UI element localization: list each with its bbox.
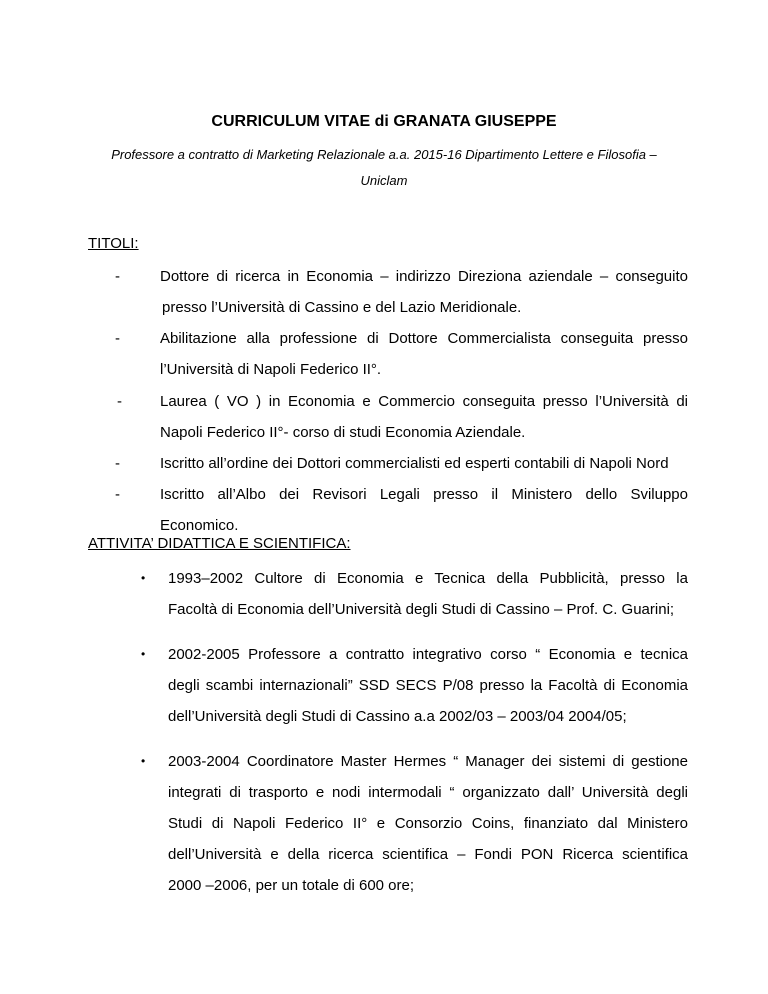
bullet-marker: • bbox=[141, 754, 146, 768]
list-item bbox=[128, 746, 688, 901]
list-item-line: Dottore di ricerca in Economia – indirizzo Direziona aziendale – conseguito bbox=[160, 268, 688, 285]
list-item bbox=[88, 448, 688, 479]
dash-marker: - bbox=[117, 393, 122, 410]
list-item bbox=[128, 639, 688, 732]
list-item-line: Napoli Federico II°- corso di studi Economia Aziendale. bbox=[160, 424, 526, 441]
dash-marker: - bbox=[115, 330, 120, 347]
dash-marker: - bbox=[115, 455, 120, 472]
document-title: CURRICULUM VITAE di GRANATA GIUSEPPE bbox=[211, 113, 557, 130]
list-item-line: presso l’Università di Cassino e del Lazio Meridionale. bbox=[162, 299, 522, 316]
list-item-line: Laurea ( VO ) in Economia e Commercio conseguita presso l’Università di bbox=[160, 393, 688, 410]
list-item bbox=[88, 386, 688, 448]
list-item-line: 1993–2002 Cultore di Economia e Tecnica della Pubblicità, presso la bbox=[168, 570, 688, 587]
list-item-line: dell’Università e della ricerca scientifica – Fondi PON Ricerca scientifica bbox=[168, 846, 688, 863]
list-item-line: 2000 –2006, per un totale di 600 ore; bbox=[168, 877, 415, 894]
list-item-line: degli scambi internazionali” SSD SECS P/08 presso la Facoltà di Economia bbox=[168, 677, 688, 694]
dash-marker: - bbox=[115, 486, 120, 503]
list-item bbox=[88, 479, 688, 541]
list-item-line: 2002-2005 Professore a contratto integrativo corso “ Economia e tecnica bbox=[168, 646, 688, 663]
bullet-marker: • bbox=[141, 571, 146, 585]
list-item-line: 2003-2004 Coordinatore Master Hermes “ Manager dei sistemi di gestione bbox=[168, 753, 688, 770]
list-item bbox=[88, 323, 688, 386]
section-heading-attivita: ATTIVITA’ DIDATTICA E SCIENTIFICA: bbox=[88, 535, 351, 552]
subtitle-line: Professore a contratto di Marketing Relazionale a.a. 2015-16 Dipartimento Lettere e Filosofia – bbox=[111, 147, 657, 162]
bullet-marker: • bbox=[141, 647, 146, 661]
titoli-list bbox=[88, 261, 688, 541]
list-item bbox=[88, 261, 688, 323]
subtitle-line: Uniclam bbox=[360, 173, 408, 188]
list-item-line: Abilitazione alla professione di Dottore Commercialista conseguita presso bbox=[160, 330, 688, 347]
dash-marker: - bbox=[115, 268, 120, 285]
list-item-line: l’Università di Napoli Federico II°. bbox=[160, 361, 382, 378]
list-item-line: Iscritto all’Albo dei Revisori Legali presso il Ministero dello Sviluppo bbox=[160, 486, 688, 503]
list-item-line: Economico. bbox=[160, 517, 239, 534]
section-heading-titoli: TITOLI: bbox=[88, 235, 139, 252]
list-item-line: dell’Università degli Studi di Cassino a.a 2002/03 – 2003/04 2004/05; bbox=[168, 708, 627, 725]
list-item-line: Iscritto all’ordine dei Dottori commercialisti ed esperti contabili di Napoli Nord bbox=[160, 455, 669, 472]
list-item-line: Facoltà di Economia dell’Università degli Studi di Cassino – Prof. C. Guarini; bbox=[168, 601, 675, 618]
list-item-line: integrati di trasporto e nodi intermodali “ organizzato dall’ Università degli bbox=[168, 784, 688, 801]
document-subtitle bbox=[80, 142, 688, 194]
list-item bbox=[128, 563, 688, 625]
attivita-list bbox=[128, 563, 688, 901]
list-item-line: Studi di Napoli Federico II° e Consorzio Coins, finanziato dal Ministero bbox=[168, 815, 688, 832]
